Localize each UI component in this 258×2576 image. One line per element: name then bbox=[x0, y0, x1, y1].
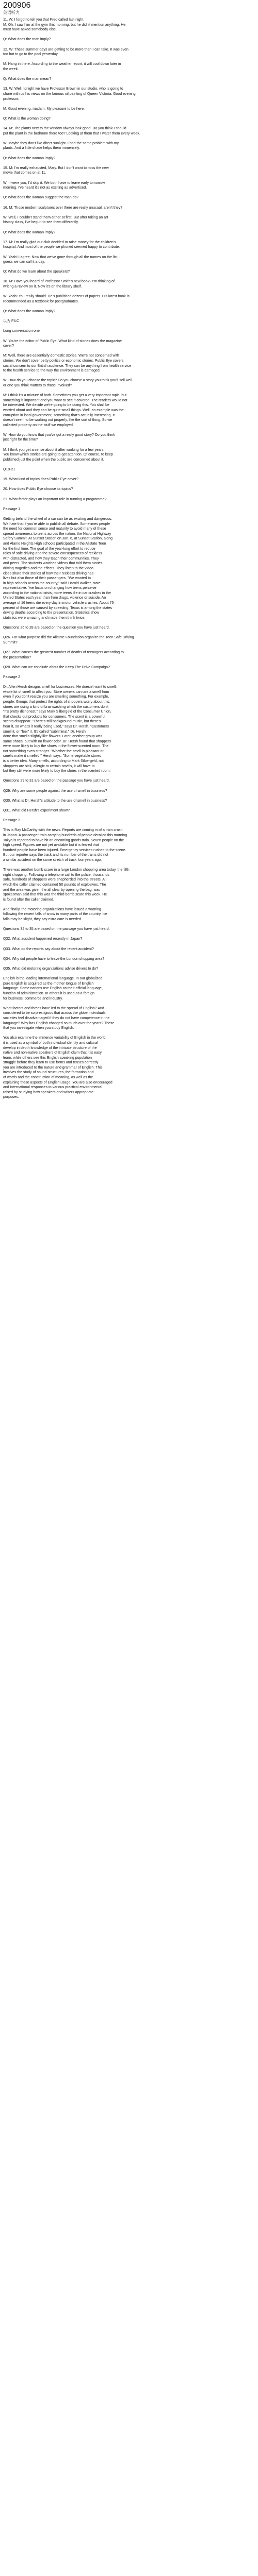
text-line: that you investigate when you study English. bbox=[3, 1026, 74, 1030]
blank-line bbox=[3, 660, 256, 665]
text-line: And finally, the motoring organizations have issued a warning bbox=[3, 907, 101, 911]
text-line: it is used as a symbol of both individual identity and cultural bbox=[3, 1041, 98, 1045]
text-line: night shopping. Following a telephone call to the police, thousands bbox=[3, 873, 109, 877]
blank-line bbox=[3, 82, 256, 87]
text-line: Q: What do we learn about the speakers? bbox=[3, 270, 70, 274]
text-line: Q27. What causes the greatest number of deaths of teenagers according to bbox=[3, 651, 124, 654]
text-line: considered to be so prestigious that across the globe individuals, bbox=[3, 1011, 107, 1015]
text-line: United States each year than from drugs, violence or suicide. An bbox=[3, 596, 106, 600]
text-line: but they still were more likely to buy the shoes in the scented room. bbox=[3, 769, 111, 773]
blank-line bbox=[3, 443, 256, 448]
text-line: the week. bbox=[3, 67, 19, 71]
blank-line bbox=[3, 290, 256, 295]
text-line: Q: What does the woman imply? bbox=[3, 310, 56, 314]
blank-line bbox=[3, 136, 256, 141]
text-line: done that smells slightly like flowers. Later, another group was bbox=[3, 735, 103, 739]
text-line: safe, hundreds of shoppers were shepherded into the streets. All bbox=[3, 878, 107, 882]
blank-line bbox=[3, 1031, 256, 1036]
blank-line bbox=[3, 784, 256, 789]
text-line: is found after the caller claimed. bbox=[3, 897, 54, 902]
text-line: worried about and they can be quite small things. Well, an example was the bbox=[3, 408, 124, 412]
blank-line bbox=[3, 324, 256, 329]
text-line: people. Groups that protect the rights of shoppers worry about this. bbox=[3, 700, 110, 704]
blank-line bbox=[3, 942, 256, 947]
text-line: published just the point when the public are concerned about it. bbox=[3, 457, 104, 462]
text-line: Q19-21 bbox=[3, 468, 15, 472]
text-line: Getting behind the wheel of a car can be as exciting and dangerous. bbox=[3, 517, 112, 521]
text-line: driving deaths according to the presentation. Statistics show bbox=[3, 611, 99, 615]
text-line: Q: What is the woman doing? bbox=[3, 116, 51, 121]
text-line: Q31. What did Hersh's experiment show? bbox=[3, 809, 70, 812]
text-line: Q: What does the woman imply? bbox=[3, 156, 56, 160]
blank-line bbox=[3, 200, 256, 206]
text-line: We hate that if you're able to publish all debate. Sometimes people bbox=[3, 522, 110, 526]
blank-line bbox=[3, 932, 256, 937]
text-line: hundred people have been injured. Emergency services rushed to the scene. bbox=[3, 848, 126, 852]
blank-line bbox=[3, 235, 256, 240]
text-line: explaining these aspects of English usage. You are also encouraged bbox=[3, 1080, 112, 1084]
text-line: roles of safe driving and the severe consequences of reckless bbox=[3, 552, 102, 556]
text-line: Q35. What did motoring organizations advise drivers to do? bbox=[3, 967, 99, 971]
blank-line bbox=[3, 32, 256, 38]
text-line: high speed. Figures are not yet available but it is feared that bbox=[3, 843, 99, 848]
blank-line bbox=[3, 275, 256, 280]
text-line: W: Yeah! You really should. He's published dozens of papers. His latest book is bbox=[3, 295, 130, 299]
text-line: too hot to go to the pool yesterday. bbox=[3, 53, 59, 57]
text-line: and Alamo Heights High schools participated in the Allstate Teen bbox=[3, 541, 106, 546]
text-line: 20. How does Public Eye choose its topics? bbox=[3, 487, 73, 492]
text-line: Long conversation one bbox=[3, 329, 40, 333]
text-line: hear it, so what's it really being used," says Dr. Hersh. "Customers bbox=[3, 724, 109, 728]
text-line: smell it, or "feel" it. It's called "subliminal." Dr. Hersh bbox=[3, 730, 86, 734]
document-subtitle: 英语听力 bbox=[3, 10, 20, 15]
text-line: W: If were you, I'd skip it. We both have to leave early tomorrow bbox=[3, 181, 105, 185]
blank-line bbox=[3, 645, 256, 650]
text-line: guess we can call it a day. bbox=[3, 260, 45, 264]
text-line: hospital. And most of the people we phoned seemed happy to contribute. bbox=[3, 245, 120, 249]
blank-line bbox=[3, 670, 256, 675]
blank-line bbox=[3, 814, 256, 819]
text-line: 14. M: The plants next to the window always look good. Do you think I should bbox=[3, 127, 126, 131]
text-line: that checks out products for consumers. The scent is a powerful bbox=[3, 715, 105, 719]
text-line: "It's pretty dishonest," says Mark Silbergeld of the Consumer Union, bbox=[3, 710, 111, 714]
text-line: purposes. bbox=[3, 1095, 19, 1099]
text-line: W: You're the editor of Public Eye. What kind of stories does the magazine bbox=[3, 339, 122, 343]
text-line: be interested. We decide we're going to be doing this. You shall be bbox=[3, 403, 109, 408]
text-line: which the caller claimed contained 50 pounds of explosives. The bbox=[3, 883, 106, 887]
text-line: 13. W: Well, tonight we have Professor Brown in our studio, who is going to bbox=[3, 87, 123, 91]
blank-line bbox=[3, 101, 256, 107]
text-line: 17. M: I'm really glad our club decided to raise money for the children's bbox=[3, 240, 116, 244]
text-line: Passage 1 bbox=[3, 507, 21, 511]
text-line: for business, commerce and industry. bbox=[3, 996, 63, 1001]
text-line: 15. M: I'm really exhausted, Mary. But I don't want to miss the new bbox=[3, 166, 109, 170]
text-line: following the recent falls of snow in many parts of the country. Ice bbox=[3, 912, 107, 917]
text-line: professor. bbox=[3, 97, 19, 101]
blank-line bbox=[3, 388, 256, 394]
text-line: of words and the construction of meaning, as well as the bbox=[3, 1076, 93, 1080]
text-line: to the health service to the way the environment is damaged. bbox=[3, 369, 101, 373]
text-line: a similar accident on the same stretch of track four years ago. bbox=[3, 858, 102, 862]
text-line: 16. M: Those modern sculptures over there are really unusual, aren't they? bbox=[3, 206, 123, 210]
text-line: movie that comes on at 11. bbox=[3, 171, 46, 175]
text-line: spread awareness to teens across the nation, the National Highway bbox=[3, 532, 111, 536]
text-line: Q26. For what purpose did the Allstate Foundation organize the Teen Safe Driving bbox=[3, 636, 134, 640]
text-line: involves the study of sound structures, the formation and bbox=[3, 1071, 94, 1075]
text-line: societies feel disadvantaged if they do not have competence in the bbox=[3, 1016, 110, 1020]
text-line: function of administration. In others it is used as a foreign bbox=[3, 991, 95, 995]
blank-line bbox=[3, 72, 256, 77]
text-line: Q: What does the man mean? bbox=[3, 77, 52, 81]
text-line: Questions 29 to 31 are based on the passage you have just heard. bbox=[3, 779, 110, 783]
text-line: You know which stories are going to get attention. Of course, to keep bbox=[3, 453, 113, 457]
text-line: the need for common sense and maturity to avoid many of these bbox=[3, 527, 106, 531]
text-line: Questions 26 to 28 are based on the question you have just heard. bbox=[3, 626, 110, 630]
text-line: learn, while others see this English speaking population bbox=[3, 1056, 92, 1060]
blank-line bbox=[3, 428, 256, 433]
text-line: corruption in local government, something that's actually interesting. It bbox=[3, 413, 115, 417]
blank-line bbox=[3, 121, 256, 126]
blank-line bbox=[3, 961, 256, 967]
document-title: 200906 bbox=[3, 1, 31, 10]
text-line: Q28. What can we conclude about the Keep The Drive Campaign? bbox=[3, 665, 110, 669]
text-line: cities share their stories of how their reckless driving has bbox=[3, 571, 94, 575]
text-line: just right for the time? bbox=[3, 438, 38, 442]
blank-line bbox=[3, 774, 256, 779]
blank-line bbox=[3, 462, 256, 467]
text-line: Tokyo is reported to have hit an oncoming goods train. Seven people on the bbox=[3, 838, 124, 842]
document-body bbox=[3, 18, 256, 1100]
text-line: W: How do you choose the topic? Do you choose a story you think you'll sell well bbox=[3, 379, 132, 383]
blank-line bbox=[3, 492, 256, 497]
blank-line bbox=[3, 803, 256, 808]
text-line: statistics were amazing and made them think twice. bbox=[3, 616, 86, 620]
text-line: percent of those are caused by speeding. Texas is among the states bbox=[3, 606, 112, 610]
blank-line bbox=[3, 265, 256, 270]
text-line: lives but also those of their passengers. "We wanted to bbox=[3, 577, 91, 581]
text-line: cover? bbox=[3, 344, 14, 348]
text-line: Q: What does the woman imply? bbox=[3, 230, 56, 234]
text-line: Dr. Allen Hersh designs smell for businesses. He doesn't want to smell. bbox=[3, 685, 117, 689]
text-line: whole lot of smell to affect you. Store owners can use a smell from bbox=[3, 690, 109, 694]
text-line: and international responses to various practical environmental bbox=[3, 1086, 103, 1090]
blank-line bbox=[3, 972, 256, 977]
text-line: 11. W: I forgot to tell you that Fred called last night. bbox=[3, 18, 85, 22]
blank-line bbox=[3, 250, 256, 255]
text-line: were more likely to buy the shoes in the flower-scented room. The bbox=[3, 744, 109, 749]
text-line: English is the leading international language. In our globalized bbox=[3, 977, 103, 981]
text-line: Passage 2 bbox=[3, 675, 21, 679]
text-line: recommended as a textbook for postgraduates. bbox=[3, 299, 79, 303]
text-line: not something even stranger. "Whether the smell is pleasant or bbox=[3, 749, 104, 753]
text-line: Summit? bbox=[3, 640, 18, 645]
text-line: stories. We don't cover petty politics or economic stories. Public Eye covers bbox=[3, 359, 124, 363]
text-line: for the first time. The goal of the year-long effort to reduce bbox=[3, 547, 95, 551]
text-line: and peers. The students watched videos that told them stories bbox=[3, 562, 103, 566]
text-line: M: Good evening, madam. My pleasure to be here. bbox=[3, 107, 85, 111]
blank-line bbox=[3, 111, 256, 116]
text-line: You also examine the immense variability of English in the world bbox=[3, 1036, 106, 1040]
text-line: 以为 FILC bbox=[3, 319, 20, 324]
blank-line bbox=[3, 334, 256, 339]
text-line: you are introduced to the nature and grammar of English. This bbox=[3, 1065, 103, 1070]
text-line: raised by studying how speakers and writers appropriate bbox=[3, 1090, 94, 1094]
text-line: struggle before they learn to use forms and tenses correctly bbox=[3, 1061, 99, 1065]
text-line: the presentation? bbox=[3, 655, 31, 659]
blank-line bbox=[3, 902, 256, 907]
text-line: smells make it smelled," Hersh says. "Some vegetable stores bbox=[3, 754, 101, 758]
blank-line bbox=[3, 225, 256, 230]
text-line: What factors and forces have led to the spread of English? And bbox=[3, 1006, 104, 1010]
text-line: But our reporter says the track and its number of the trains did not bbox=[3, 853, 108, 857]
text-line: M: Oh, I saw him at the gym this morning, but he didn't mention anything. He bbox=[3, 23, 126, 27]
blank-line bbox=[3, 42, 256, 47]
text-line: W: Maybe they don't like direct sunlight. I had the same problem with my bbox=[3, 141, 119, 145]
text-line: Passage 3 bbox=[3, 819, 21, 823]
text-line: language? Why has English changed so much over the years? These bbox=[3, 1021, 115, 1025]
blank-line bbox=[3, 952, 256, 957]
blank-line bbox=[3, 631, 256, 636]
text-line: Q33. What do the reports say about the recent accident? bbox=[3, 947, 94, 951]
text-line: with distracted, and how they teach their communities. They bbox=[3, 556, 99, 561]
blank-line bbox=[3, 863, 256, 868]
text-line: pure English is acquired as the mother tongue of English bbox=[3, 981, 94, 986]
text-line: social concern to our British audience. They can be anything from health service bbox=[3, 364, 132, 368]
text-line: according to the national crisis, more teens die in car crashes in the bbox=[3, 591, 111, 595]
blank-line bbox=[3, 472, 256, 478]
text-line: in Japan. A passenger train carrying hundreds of people derailed this morning. bbox=[3, 833, 128, 837]
text-line: M: I think you get a sense about it after working for a few years. bbox=[3, 448, 105, 452]
text-line: driving tragedies and the effects. They listen to the video bbox=[3, 566, 93, 570]
text-line: average of 16 teens die every day in motor vehicle crashes. About 75 bbox=[3, 601, 114, 605]
blank-line bbox=[3, 191, 256, 196]
text-line: language. Some nations use English as their official language, bbox=[3, 987, 103, 991]
text-line: 19. What kind of topics does Public Eye cover? bbox=[3, 478, 78, 482]
text-line: W: Yeah! I agree. Now that we've gone through all the names on the list, I bbox=[3, 255, 121, 259]
text-line: Q30. What is Dr. Hersh's attitude to the use of smell in business? bbox=[3, 799, 107, 803]
text-line: and the area was given the all clear by opening the bag, was bbox=[3, 888, 100, 892]
text-line: W: Well, I couldn't stand them either at first. But after taking an art bbox=[3, 215, 108, 219]
text-line: There was another bomb scare in a large London shopping area today, the fifth bbox=[3, 868, 130, 872]
blank-line bbox=[3, 151, 256, 156]
text-line: develop in depth knowledge of the intricate structure of the bbox=[3, 1046, 97, 1050]
text-line: history class, I've begun to see them differently. bbox=[3, 221, 79, 225]
text-line: even if you don't realize you are smelling something. For example, bbox=[3, 695, 109, 699]
text-line: native and non-native speakers of English claim that it is easy bbox=[3, 1051, 102, 1055]
text-line: must have asked somebody else. bbox=[3, 28, 57, 32]
blank-line bbox=[3, 512, 256, 517]
text-line: This is Ray McCarthy with the news. Reports are coming in of a train crash bbox=[3, 828, 123, 833]
blank-line bbox=[3, 161, 256, 166]
text-line: writing a review on it. Now it's on the library shelf. bbox=[3, 285, 82, 289]
text-line: or one you think matters to those involved? bbox=[3, 383, 72, 387]
text-line: share with us his views on the famous oil painting of Queen Victoria. Good evening, bbox=[3, 92, 137, 96]
text-line: Q32. What accident happened recently in Japan? bbox=[3, 937, 83, 941]
text-line: Q34. Why did people have to leave the London shopping area? bbox=[3, 957, 105, 961]
text-line: Q: What does the woman suggest the man do? bbox=[3, 196, 79, 200]
text-line: 18. M: Have you heard of Professor Smith's new book? I'm thinking of bbox=[3, 280, 115, 284]
text-line: Q: What does the man imply? bbox=[3, 38, 51, 42]
text-line: representative. "we focus on changing how teens perceive bbox=[3, 586, 96, 590]
blank-line bbox=[3, 304, 256, 309]
blank-line bbox=[3, 314, 256, 319]
blank-line bbox=[3, 680, 256, 685]
text-line: something is important and you want to see it covered. The readers would not bbox=[3, 398, 127, 402]
blank-line bbox=[3, 210, 256, 215]
text-line: plants. And a little shade helps them immensely. bbox=[3, 146, 80, 150]
text-line: M: I think it's a mixture of both. Sometimes you get a very important topic, but bbox=[3, 394, 127, 398]
text-line: spokesman said that this was the third bomb scare this week. He bbox=[3, 893, 107, 897]
text-line: M: Well, there are essentially domestic stories. We're not concerned with bbox=[3, 354, 119, 358]
text-line: 12. W: These summer days are getting to be more than I can take. It was even bbox=[3, 47, 128, 52]
blank-line bbox=[3, 922, 256, 927]
blank-line bbox=[3, 823, 256, 828]
text-line: Q29. Why are some people against the use of smell in business? bbox=[3, 789, 107, 793]
text-line: put the plant in the bedroom there too? Looking at them that I water them every week. bbox=[3, 131, 140, 135]
blank-line bbox=[3, 176, 256, 181]
text-line: 21. What factor plays an important role in running a programme? bbox=[3, 497, 107, 501]
text-line: shoppers are sick, allergic to certain smells, it will have to bbox=[3, 764, 95, 768]
blank-line bbox=[3, 793, 256, 799]
text-line: scents disappear. "There's still background music, but there's bbox=[3, 720, 101, 724]
blank-line bbox=[3, 1001, 256, 1006]
text-line: collected property on the stuff we employed. bbox=[3, 423, 74, 427]
text-line: M: Hang in there. According to the weather report, it will cool down later in bbox=[3, 62, 121, 66]
text-line: morning. I've heard it's not as exciting as advertised. bbox=[3, 186, 87, 190]
text-line: Safety Summit. At Sunset Station on Jan. 6, at Sunset Station, along bbox=[3, 537, 113, 541]
text-line: in high schools across the country," said Harold Walker, state bbox=[3, 581, 101, 585]
blank-line bbox=[3, 374, 256, 379]
text-line: same shoes, but with no flower odor. Dr. Hersh found that shoppers bbox=[3, 739, 111, 743]
blank-line bbox=[3, 502, 256, 507]
blank-line bbox=[3, 349, 256, 354]
blank-line bbox=[3, 482, 256, 487]
text-line: W: How do you know that you've got a really good story? Do you think bbox=[3, 433, 115, 437]
text-line: doesn't seem to be working out properly, like the sort of thing. So we bbox=[3, 418, 112, 422]
blank-line bbox=[3, 57, 256, 62]
blank-line bbox=[3, 620, 256, 625]
text-line: falls may be slight, they say extra care is needed. bbox=[3, 918, 82, 922]
text-line: stores are using a kind of brainwashing which the customers don't bbox=[3, 705, 109, 709]
text-line: Questions 32 to 35 are based on the passage you have just heard. bbox=[3, 927, 110, 931]
text-line: is a better idea. Many smells, according to Mark Silbergeld, not bbox=[3, 759, 104, 764]
